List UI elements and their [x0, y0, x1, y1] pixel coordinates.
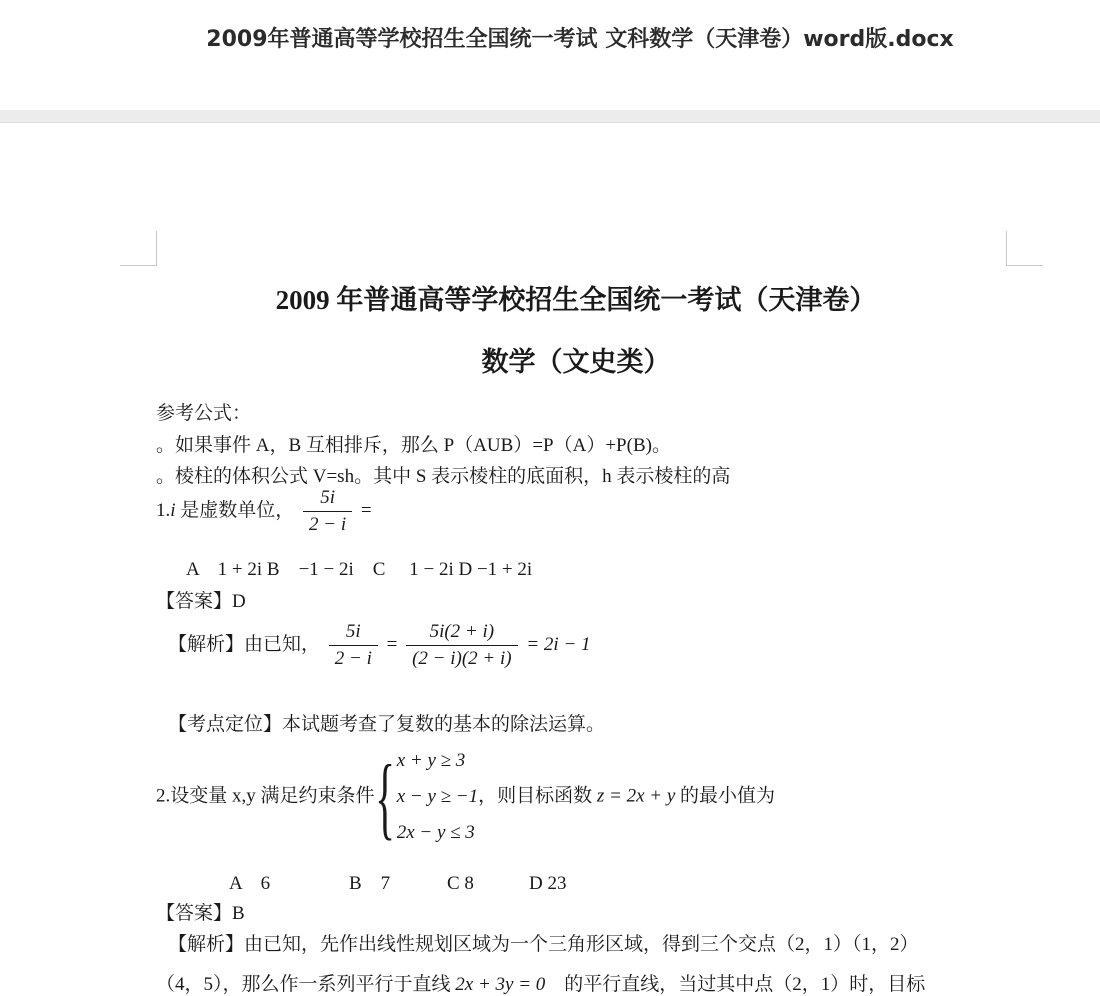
- question-1: [156, 487, 372, 536]
- q1-stem: 是虚数单位，: [175, 499, 295, 521]
- q2-brace: {: [374, 746, 395, 848]
- q1-a-num1: 5i: [329, 621, 378, 646]
- q2-analysis-line-1: 【解析】由已知，先作出线性规划区域为一个三角形区域，得到三个交点（2，1）（1，2）: [168, 934, 919, 955]
- q1-point: 【考点定位】本试题考查了复数的基本的除法运算。: [168, 714, 606, 735]
- q1-analysis-frac-1: [329, 621, 378, 670]
- q1-options: A 1 + 2i B −1 − 2i C 1 − 2i D −1 + 2i: [186, 559, 533, 580]
- q2-answer: 【答案】B: [156, 903, 245, 924]
- q1-fraction: [303, 487, 352, 536]
- q1-i: i: [170, 499, 176, 521]
- q1-frac-num: 5i: [303, 487, 352, 512]
- crop-mark-top-left: [120, 231, 157, 266]
- q2-constraint-2: x − y ≥ −1: [396, 786, 479, 807]
- q2-analysis-line-eq: 2x + 3y = 0: [455, 974, 546, 995]
- page-gap: [0, 110, 1100, 123]
- q2-options: [229, 868, 566, 895]
- question-2: [156, 743, 775, 851]
- crop-mark-top-right: [1006, 231, 1043, 266]
- formula-line-2: 。棱柱的体积公式 V=sh。其中 S 表示棱柱的底面积，h 表示棱柱的高: [156, 466, 731, 487]
- q2-suffix-b: 的最小值为: [675, 785, 776, 807]
- document-page: [0, 123, 1100, 995]
- q1-frac-den: 2 − i: [309, 514, 347, 535]
- q2-constraints: [397, 743, 478, 851]
- q1-a-den1: 2 − i: [334, 648, 372, 669]
- q2-option-b: B 7: [349, 873, 391, 894]
- window-titlebar: [0, 0, 1100, 110]
- exam-subtitle: 数学（文史类）: [481, 347, 671, 377]
- q2-analysis-line-2: [156, 969, 925, 996]
- q2-analysis-text-a: （4，5），那么作一系列平行于直线: [156, 974, 456, 995]
- q2-option-d: D 23: [529, 873, 567, 894]
- q2-constraint-3: 2x − y ≤ 3: [396, 822, 475, 843]
- exam-title: 2009 年普通高等学校招生全国统一考试（天津卷）: [275, 285, 877, 315]
- q2-constraint-1: x + y ≥ 3: [396, 750, 466, 771]
- q1-equals: =: [356, 499, 372, 521]
- q2-option-a: A 6: [229, 873, 271, 894]
- q2-analysis-text-b: 的平行直线，当过其中点（2，1）时，目标: [545, 974, 926, 995]
- q1-analysis: 【解析】由已知， $\frac{5i}{2 - i}$ = $\frac{5i(2 + i)}{(2 - i)(2 + i)}$ = 2i − 1: [168, 621, 591, 669]
- q1-a-den2: (2 − i)(2 + i): [412, 648, 512, 669]
- formula-heading: 参考公式：: [156, 403, 252, 424]
- q2-target-function: z = 2x + y: [596, 785, 676, 807]
- q1-answer: 【答案】D: [156, 591, 246, 612]
- q1-analysis-frac-2: [406, 621, 518, 670]
- q1-number: 1.: [156, 499, 171, 521]
- document-filename: 2009年普通高等学校招生全国统一考试 文科数学（天津卷）word版.docx: [206, 27, 954, 52]
- q2-prefix: 2.设变量 x,y 满足约束条件: [156, 785, 375, 807]
- q2-option-c: C 8: [447, 873, 474, 894]
- q2-suffix-a: ，则目标函数: [478, 785, 597, 807]
- formula-line-1: 。如果事件 A，B 互相排斥，那么 P（AUB）=P（A）+P(B)。: [156, 435, 671, 456]
- q1-analysis-label: 【解析】由已知，: [168, 633, 321, 655]
- q1-a-result: = 2i − 1: [526, 633, 591, 655]
- q1-a-num2: 5i(2 + i): [406, 621, 518, 646]
